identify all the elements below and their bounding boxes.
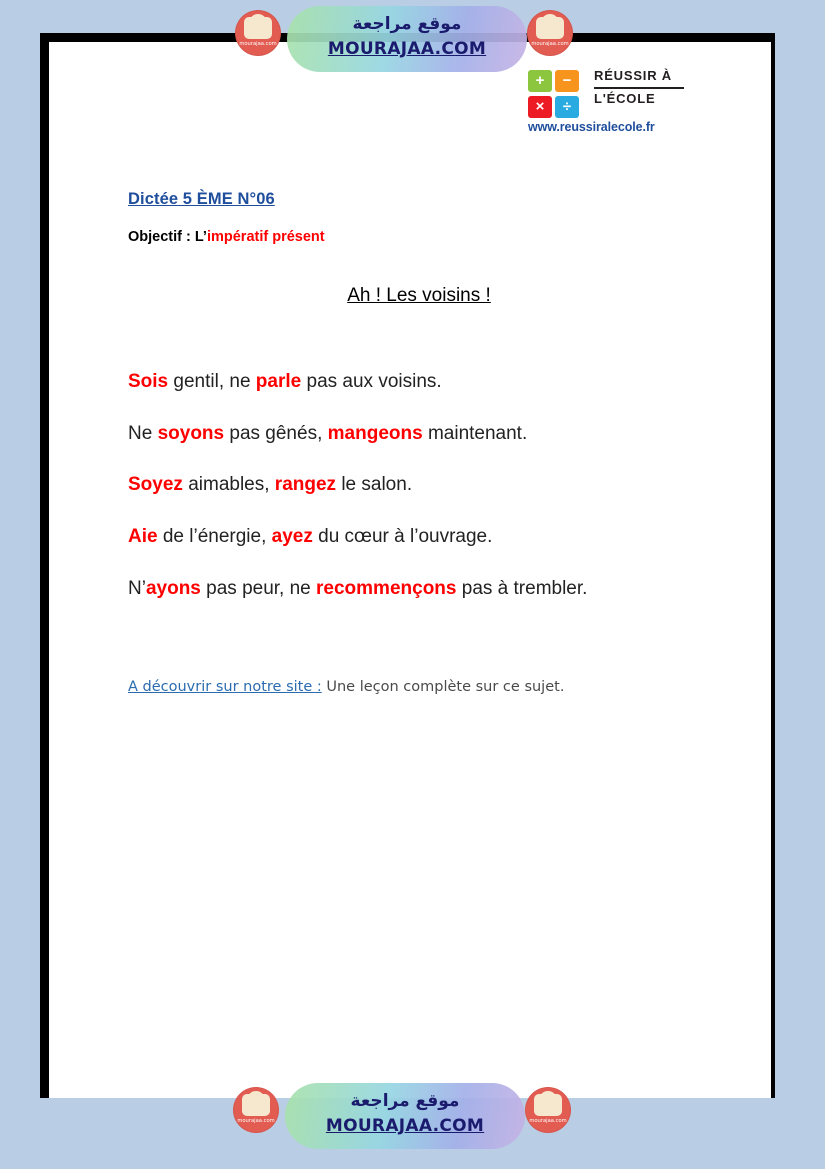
multiply-icon: × <box>528 96 552 118</box>
objective-label: Objectif : L’ <box>128 229 207 245</box>
sentence-text: maintenant. <box>422 422 528 444</box>
mourajaa-badge-right <box>525 1087 571 1133</box>
highlighted-verb: rangez <box>274 474 337 496</box>
lesson-title: Ah ! Les voisins ! <box>347 285 491 306</box>
sentence-text: gentil, ne <box>168 371 256 392</box>
mourajaa-badge-left <box>233 1087 279 1133</box>
watermark-latin: MOURAJAA.COM <box>325 1116 485 1136</box>
logo-line-1: RÉUSSIR À <box>594 68 672 83</box>
minus-icon: − <box>555 70 579 92</box>
watermark-banner-bottom <box>233 1083 573 1149</box>
logo-divider <box>594 87 684 89</box>
badge-book-icon <box>244 17 272 39</box>
watermark-arabic: موقع مراجعة <box>352 14 462 34</box>
page-border-left <box>40 33 49 1098</box>
objective-line <box>128 229 728 245</box>
highlighted-verb: mangeons <box>327 422 423 444</box>
dictation-sentences <box>128 369 728 601</box>
page-title: Dictée 5 ÈME N°06 <box>128 190 275 208</box>
highlighted-verb: ayez <box>271 525 313 547</box>
sentence-text: N’ <box>128 577 146 599</box>
sentence-text: pas gênés, <box>224 422 328 444</box>
highlighted-verb: ayons <box>145 577 201 599</box>
highlighted-verb: recommençons <box>316 577 457 599</box>
logo-line-2: L'ÉCOLE <box>594 91 656 106</box>
mourajaa-badge-right <box>527 10 573 56</box>
highlighted-verb: Aie <box>128 525 158 547</box>
badge-book-icon <box>242 1094 270 1116</box>
document-content <box>128 190 728 695</box>
watermark-arabic: موقع مراجعة <box>350 1091 460 1111</box>
logo-operator-grid <box>528 70 582 120</box>
highlighted-verb: parle <box>255 371 302 392</box>
sentence-text: du cœur à l’ouvrage. <box>312 525 493 547</box>
dictation-sentence <box>128 472 728 498</box>
dictation-sentence <box>128 524 728 550</box>
sentence-text: pas peur, ne <box>200 577 317 599</box>
dictation-sentence <box>128 369 728 395</box>
mourajaa-badge-left <box>235 10 281 56</box>
watermark-latin: MOURAJAA.COM <box>327 39 487 59</box>
sentence-text: aimables, <box>182 474 275 496</box>
reussir-a-lecole-logo <box>528 68 708 136</box>
badge-label: mourajaa.com <box>239 41 277 47</box>
badge-book-icon <box>534 1094 562 1116</box>
footer-text: Une leçon complète sur ce sujet. <box>321 679 565 696</box>
sentence-text: pas aux voisins. <box>301 371 442 392</box>
sentence-text: de l’énergie, <box>157 525 272 547</box>
highlighted-verb: Sois <box>128 371 169 392</box>
divide-icon: ÷ <box>555 96 579 118</box>
dictation-sentence <box>128 576 728 602</box>
sentence-text: le salon. <box>336 474 413 496</box>
watermark-text <box>287 12 527 62</box>
objective-value: impératif présent <box>206 229 325 245</box>
footer-link[interactable]: A découvrir sur notre site : <box>128 679 322 696</box>
plus-icon: + <box>528 70 552 92</box>
footer-note <box>128 679 728 695</box>
badge-label: mourajaa.com <box>529 1118 567 1124</box>
highlighted-verb: Soyez <box>128 474 183 496</box>
sentence-text: Ne <box>128 422 158 444</box>
watermark-banner-top <box>235 6 575 72</box>
badge-label: mourajaa.com <box>531 41 569 47</box>
badge-label: mourajaa.com <box>237 1118 275 1124</box>
logo-website-url: www.reussiralecole.fr <box>528 120 655 134</box>
highlighted-verb: soyons <box>157 422 225 444</box>
watermark-text <box>285 1089 525 1139</box>
page-border-right <box>771 33 775 1098</box>
sentence-text: pas à trembler. <box>456 577 588 599</box>
dictation-sentence <box>128 421 728 447</box>
badge-book-icon <box>536 17 564 39</box>
